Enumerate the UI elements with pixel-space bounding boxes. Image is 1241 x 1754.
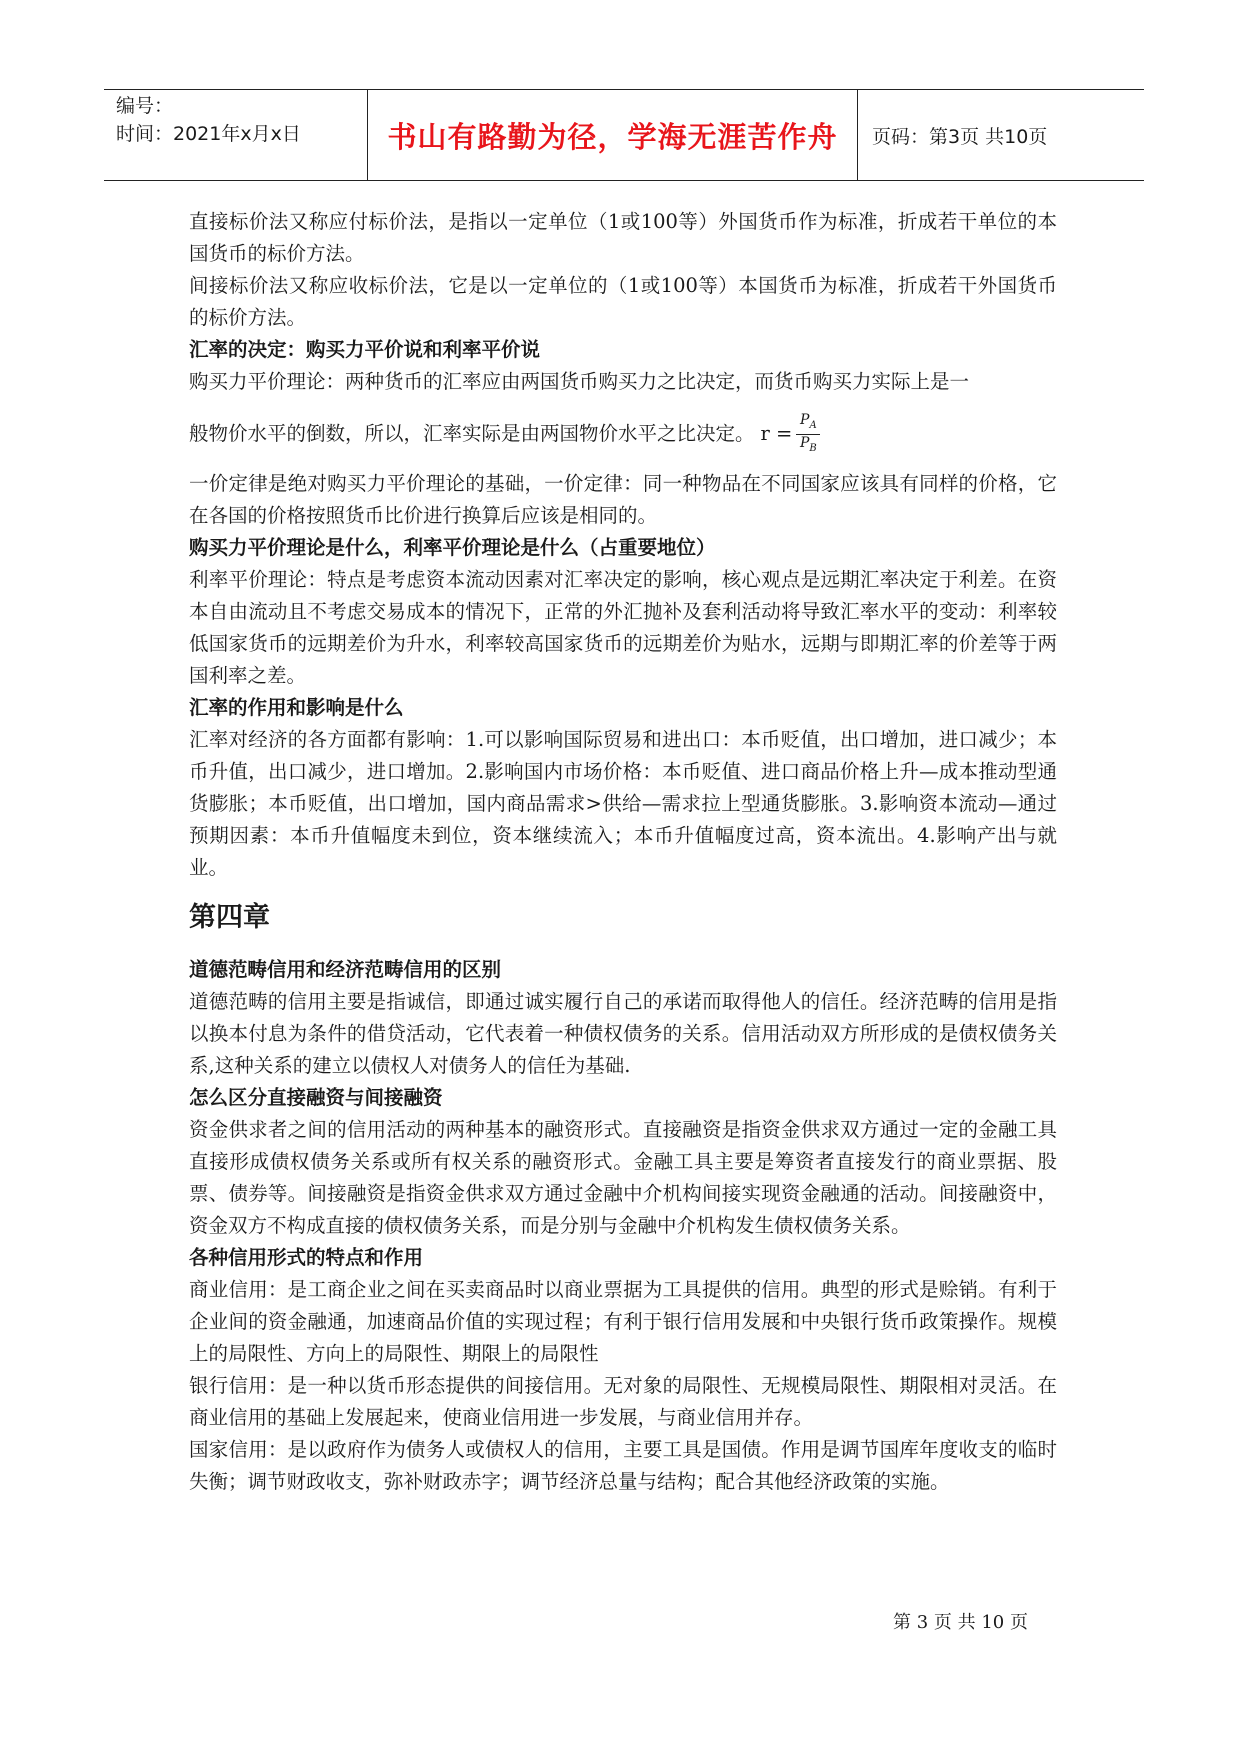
section-heading: 汇率的作用和影响是什么	[189, 696, 404, 719]
formula-numerator: $P_A$	[800, 411, 817, 431]
paragraph-bank-credit: 银行信用：是一种以货币形态提供的间接信用。无对象的局限性、无规模局限性、期限相对灵活。在商业信用的基础上发展起来，使商业信用进一步发展，与商业信用并存。	[189, 1374, 1057, 1429]
paragraph-financing-types: 资金供求者之间的信用活动的两种基本的融资形式。直接融资是指资金供求双方通过一定的金融工具直接形成债权债务关系或所有权关系的融资形式。金融工具主要是筹资者直接发行的商业票据、股票、债券等。间接融资是指资金供求双方通过金融中介机构间接实现资金融通的活动。间接融资中，资金双方不构成直接的债权债务关系，而是分别与金融中介机构发生债权债务关系。	[189, 1118, 1057, 1237]
paragraph-ppp-theory: 购买力平价理论：两种货币的汇率应由两国货币购买力之比决定，而货币购买力实际上是一	[189, 370, 970, 393]
document-time-label: 时间：2021年x月x日	[116, 123, 301, 145]
paragraph-state-credit: 国家信用：是以政府作为债务人或债权人的信用，主要工具是国债。作用是调节国库年度收支的临时失衡；调节财政收支，弥补财政赤字；调节经济总量与结构；配合其他经济政策的实施。	[189, 1438, 1057, 1493]
section-heading: 各种信用形式的特点和作用	[189, 1246, 424, 1269]
paragraph-exchange-rate-effects: 汇率对经济的各方面都有影响：1.可以影响国际贸易和进出口：本币贬值，出口增加，进口减少；本币升值，出口减少，进口增加。2.影响国内市场价格：本币贬值、进口商品价格上升—成本推动型通货膨胀；本币贬值，出口增加，国内商品需求>供给—需求拉上型通货膨胀。3.影响资本流动—通过预期因素：本币升值幅度未到位，资本继续流入；本币升值幅度过高，资本流出。4.影响产出与就业。	[189, 728, 1057, 879]
formula-fraction	[796, 412, 820, 457]
paragraph-credit-categories: 道德范畴的信用主要是指诚信，即通过诚实履行自己的承诺而取得他人的信任。经济范畴的信用是指以换本付息为条件的借贷活动，它代表着一种债权债务的关系。信用活动双方所形成的是债权债务关系,这种关系的建立以债权人对债务人的信任为基础.	[189, 990, 1057, 1077]
header-info	[104, 90, 368, 180]
document-body	[189, 206, 1057, 1498]
formula-denominator: $P_B$	[799, 434, 817, 454]
section-heading: 道德范畴信用和经济范畴信用的区别	[189, 958, 502, 981]
header-page-label: 页码：第3页 共10页	[872, 125, 1048, 148]
paragraph-interest-parity: 利率平价理论：特点是考虑资本流动因素对汇率决定的影响，核心观点是远期汇率决定于利差。在资本自由流动且不考虑交易成本的情况下，正常的外汇抛补及套利活动将导致汇率水平的变动：利率较低国家货币的远期差价为升水，利率较高国家货币的远期差价为贴水，远期与即期汇率的价差等于两国利率之差。	[189, 568, 1057, 687]
paragraph-indirect-quotation: 间接标价法又称应收标价法，它是以一定单位的（1或100等）本国货币为标准，折成若干外国货币的标价方法。	[189, 274, 1057, 329]
page-footer: 第 3 页 共 10 页	[893, 1612, 1028, 1633]
paragraph-direct-quotation: 直接标价法又称应付标价法，是指以一定单位（1或100等）外国货币作为标准，折成若干单位的本国货币的标价方法。	[189, 210, 1057, 265]
document-number-label: 编号：	[116, 95, 174, 117]
section-heading: 购买力平价理论是什么，利率平价理论是什么（占重要地位）	[189, 536, 716, 559]
page-header	[104, 89, 1144, 181]
paragraph-ppp-formula-line	[189, 408, 1057, 460]
section-heading: 怎么区分直接融资与间接融资	[189, 1086, 443, 1109]
header-motto: 书山有路勤为径，学海无涯苦作舟	[368, 90, 858, 180]
chapter-title: 第四章	[189, 902, 270, 933]
formula-lhs: r =	[760, 422, 793, 445]
paragraph-law-of-one-price: 一价定律是绝对购买力平价理论的基础，一价定律：同一种物品在不同国家应该具有同样的价格，它在各国的价格按照货币比价进行换算后应该是相同的。	[189, 472, 1057, 527]
section-heading: 汇率的决定：购买力平价说和利率平价说	[189, 338, 541, 361]
paragraph-ppp-continued: 般物价水平的倒数，所以，汇率实际是由两国物价水平之比决定。	[189, 422, 755, 445]
paragraph-commercial-credit: 商业信用：是工商企业之间在买卖商品时以商业票据为工具提供的信用。典型的形式是赊销。有利于企业间的资金融通，加速商品价值的实现过程；有利于银行信用发展和中央银行货币政策操作。规模上的局限性、方向上的局限性、期限上的局限性	[189, 1278, 1057, 1365]
